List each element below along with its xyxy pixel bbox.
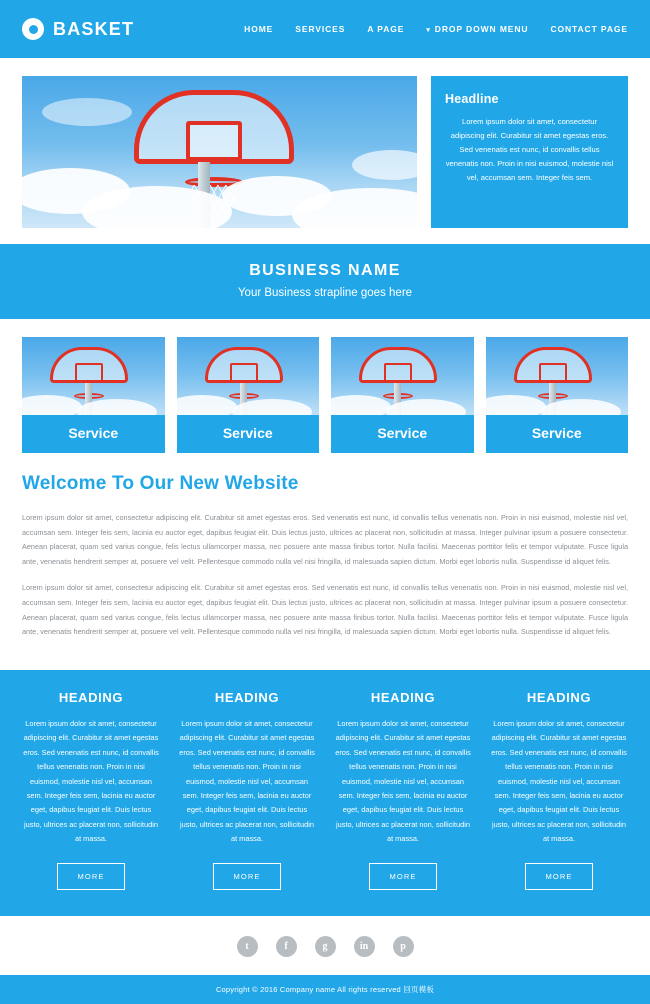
nav-item-home[interactable]: HOME xyxy=(244,24,274,34)
copyright-text: Copyright © 2016 Company name All rights reserved xyxy=(215,984,401,994)
cloud-shape xyxy=(486,395,546,415)
more-button[interactable]: MORE xyxy=(525,863,594,890)
business-strapline: Your Business strapline goes here xyxy=(237,287,413,299)
hero-sidebox-text: Lorem ipsum dolor sit amet, consectetur adipiscing elit. Curabitur sit amet egestas eros. Sed venenatis est nunc, id convallis tellus venenatis non. Proin in nisi euismod, molestie nisl vel, accumsan sem. Integer feis sem. xyxy=(445,117,614,183)
service-label: Service xyxy=(177,415,320,453)
nav-item-contact-page[interactable]: CONTACT PAGE xyxy=(550,24,628,34)
feature-text: Lorem ipsum dolor sit amet, consectetur adipiscing elit. Curabitur sit amet egestas eros. Sed venenatis est nunc, id convallis tellus venenatis non. Proin in nisi euismod, molestie nisl vel, accumsan sem. Integer feis sem, lacinia eu auctor eget, dapibus feugiat elit. Duis lectus justo, ultrices ac placerat non, sollicitudin at massa. xyxy=(335,718,471,844)
linkedin-icon[interactable]: in xyxy=(354,936,375,957)
hero-sidebox-title: Headline xyxy=(445,92,499,106)
google-plus-icon[interactable]: g xyxy=(315,936,336,957)
service-label: Service xyxy=(331,415,474,453)
hero-image xyxy=(22,76,417,228)
hero-sidebox xyxy=(431,76,628,228)
more-button[interactable]: MORE xyxy=(369,863,438,890)
cloud-shape xyxy=(22,395,82,415)
nav-item-services[interactable]: SERVICES xyxy=(295,24,346,34)
welcome-paragraph: Lorem ipsum dolor sit amet, consectetur adipiscing elit. Curabitur sit amet egestas eros. Sed venenatis est nunc, id convallis tellus venenatis non. Proin in nisi euismod, molestie nisl vel, accumsan sem. Integer feis sem, lacinia eu auctor eget, dapibus feugiat elit. Duis lectus justo, ultrices ac placerat non, sollicitudin at massa. Integer pulvinar ipsum a posuere consectetur. Aenean placerat, quam sed varius congue, felis lectus ullamcorper massa, nec posuere ante massa finibus tortor. Nulla facilisi. Maecenas porttitor felis et tempor vulputate. Fusce ligula ante, venenatis hendrerit semper at, posuere vel velit. Pellentesque commodo nulla vel nisi fringilla, id malesuada sapien dictum. Morbi eget lobortis nulla. Suspendisse id aliquet felis. xyxy=(22,513,628,566)
services-row xyxy=(0,319,650,467)
welcome-paragraph: Lorem ipsum dolor sit amet, consectetur adipiscing elit. Curabitur sit amet egestas eros. Sed venenatis est nunc, id convallis tellus venenatis non. Proin in nisi euismod, molestie nisl vel, accumsan sem. Integer feis sem, lacinia eu auctor eget, dapibus feugiat elit. Duis lectus justo, ultrices ac placerat non, sollicitudin at massa. Integer pulvinar ipsum a posuere consectetur. Aenean placerat, quam sed varius congue, felis lectus ullamcorper massa, nec posuere ante massa finibus tortor. Nulla facilisi. Maecenas porttitor felis et tempor vulputate. Fusce ligula ante, venenatis hendrerit semper at, posuere vel velit. Pellentesque commodo nulla vel nisi fringilla, id malesuada sapien dictum. Morbi eget lobortis nulla. Suspendisse id aliquet felis. xyxy=(22,583,628,637)
service-card[interactable] xyxy=(177,337,320,453)
facebook-icon[interactable]: f xyxy=(276,936,297,957)
feature-text: Lorem ipsum dolor sit amet, consectetur adipiscing elit. Curabitur sit amet egestas eros. Sed venenatis est nunc, id convallis tellus venenatis non. Proin in nisi euismod, molestie nisl vel, accumsan sem. Integer feis sem, lacinia eu auctor eget, dapibus feugiat elit. Duis lectus justo, ultrices ac placerat non, sollicitudin at massa. xyxy=(23,718,159,844)
social-links xyxy=(0,916,650,975)
more-button[interactable]: MORE xyxy=(213,863,282,890)
service-card[interactable] xyxy=(22,337,165,453)
feature-text: Lorem ipsum dolor sit amet, consectetur adipiscing elit. Curabitur sit amet egestas eros. Sed venenatis est nunc, id convallis tellus venenatis non. Proin in nisi euismod, molestie nisl vel, accumsan sem. Integer feis sem, lacinia eu auctor eget, dapibus feugiat elit. Duis lectus justo, ultrices ac placerat non, sollicitudin at massa. xyxy=(491,718,627,844)
nav-item-a-page[interactable]: A PAGE xyxy=(367,24,405,34)
site-footer xyxy=(0,975,650,1004)
main-nav xyxy=(244,24,628,34)
feature-column xyxy=(334,690,472,890)
welcome-title: Welcome To Our New Website xyxy=(22,473,299,494)
more-button[interactable]: MORE xyxy=(57,863,126,890)
cloud-shape xyxy=(42,98,132,126)
service-label: Service xyxy=(486,415,629,453)
feature-column xyxy=(490,690,628,890)
basketball-logo-icon xyxy=(22,18,44,40)
feature-column xyxy=(178,690,316,890)
backboard-inner-shape xyxy=(539,363,567,382)
service-card[interactable] xyxy=(486,337,629,453)
backboard-shape xyxy=(359,347,437,383)
pinterest-icon[interactable]: p xyxy=(393,936,414,957)
cloud-shape xyxy=(352,150,417,180)
cloud-shape xyxy=(331,395,391,415)
brand-name: BASKET xyxy=(53,18,135,39)
service-image xyxy=(331,337,474,415)
feature-heading: HEADING xyxy=(526,689,592,705)
backboard-inner-shape xyxy=(75,363,103,382)
feature-heading: HEADING xyxy=(58,689,124,705)
feature-column xyxy=(22,690,160,890)
feature-heading: HEADING xyxy=(370,689,436,705)
feature-text: Lorem ipsum dolor sit amet, consectetur adipiscing elit. Curabitur sit amet egestas eros. Sed venenatis est nunc, id convallis tellus venenatis non. Proin in nisi euismod, molestie nisl vel, accumsan sem. Integer feis sem, lacinia eu auctor eget, dapibus feugiat elit. Duis lectus justo, ultrices ac placerat non, sollicitudin at massa. xyxy=(179,718,315,844)
service-image xyxy=(177,337,320,415)
backboard-shape xyxy=(514,347,592,383)
welcome-section xyxy=(0,467,650,670)
business-banner xyxy=(0,244,650,319)
service-card[interactable] xyxy=(331,337,474,453)
feature-heading: HEADING xyxy=(214,689,280,705)
backboard-inner-shape xyxy=(230,363,258,382)
hero-section xyxy=(0,58,650,244)
service-image xyxy=(22,337,165,415)
backboard-shape xyxy=(134,90,294,164)
template-credit-link[interactable]: 回页模板 xyxy=(403,984,435,994)
service-label: Service xyxy=(22,415,165,453)
cloud-shape xyxy=(177,395,237,415)
site-header xyxy=(0,0,650,58)
feature-columns xyxy=(0,670,650,916)
brand[interactable] xyxy=(22,18,134,40)
service-image xyxy=(486,337,629,415)
business-name: BUSINESS NAME xyxy=(249,262,401,279)
backboard-inner-shape xyxy=(186,121,242,161)
nav-item-drop-down-menu[interactable]: ▾ DROP DOWN MENU xyxy=(426,24,528,34)
backboard-shape xyxy=(50,347,128,383)
backboard-shape xyxy=(205,347,283,383)
backboard-inner-shape xyxy=(384,363,412,382)
twitter-icon[interactable]: t xyxy=(237,936,258,957)
